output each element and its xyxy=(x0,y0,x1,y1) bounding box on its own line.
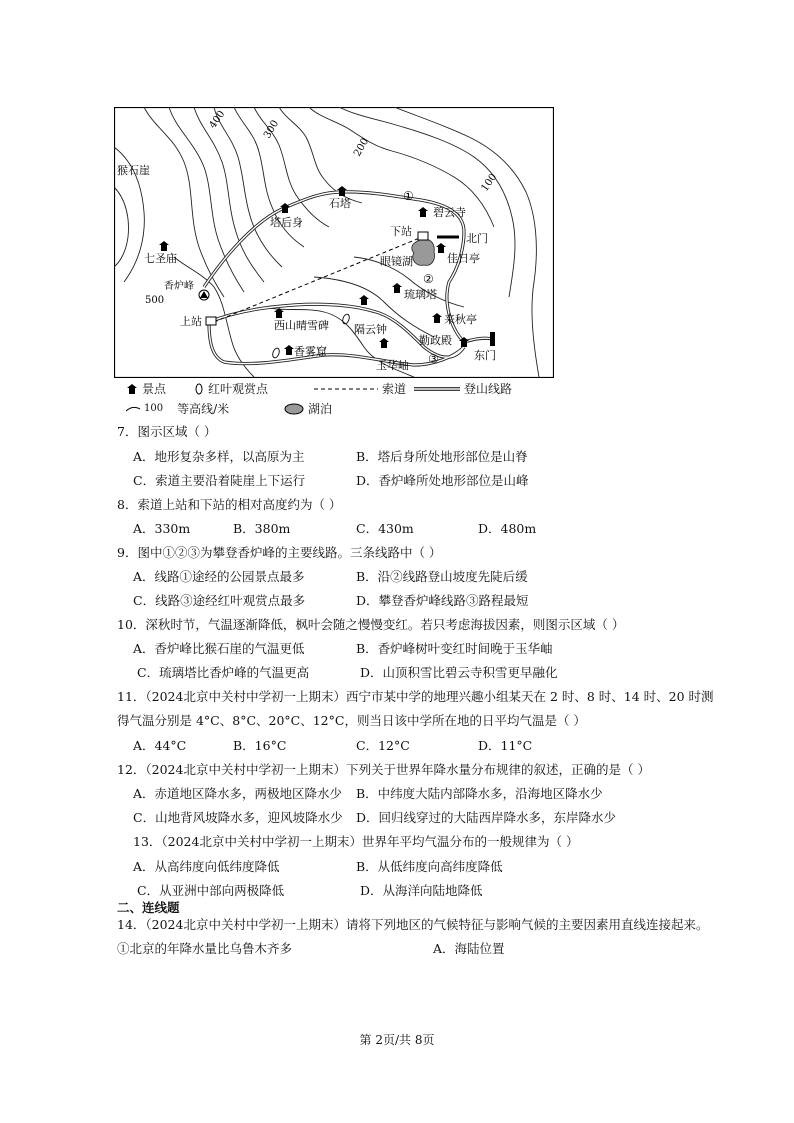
question-8-option-b: B．380m xyxy=(233,521,291,536)
red-leaf-icon xyxy=(194,383,204,395)
place-shangzhan: 上站 xyxy=(180,315,202,328)
legend-scenic: 景点 xyxy=(126,380,166,397)
place-geyunzhong: 隔云钟 xyxy=(354,323,387,336)
question-8-option-d: D．480m xyxy=(478,521,537,536)
place-liulita: 琉璃塔 xyxy=(404,288,437,301)
question-9-option-c: C．线路③途经红叶观赏点最多 xyxy=(133,593,306,608)
contour-label-200: 200 xyxy=(352,136,372,159)
question-7-option-b: B．塔后身所处地形部位是山脊 xyxy=(356,449,528,464)
place-yuhuaxiu: 玉华岫 xyxy=(376,359,409,372)
topographic-map xyxy=(114,107,554,378)
question-9-stem: 9．图中①②③为攀登香炉峰的主要线路。三条线路中（ ） xyxy=(117,545,442,560)
question-11-option-a: A．44°C xyxy=(133,738,187,753)
place-dongmen: 东门 xyxy=(474,349,496,362)
route-1-label: ① xyxy=(403,189,414,203)
contour-legend-line xyxy=(126,405,140,413)
question-8-option-c: C．430m xyxy=(356,521,414,536)
lower-station-marker xyxy=(418,232,428,240)
place-laiqiuting: 来秋亭 xyxy=(444,313,477,326)
lake-shape xyxy=(412,239,435,265)
route-3-label: ③ xyxy=(428,352,439,366)
legend-contour: 100 等高线/米 xyxy=(126,400,229,417)
place-housheyan: 猴石崖 xyxy=(117,164,150,177)
place-yanjinghu: 眼镜湖 xyxy=(380,255,413,268)
place-qishengmiao: 七圣庙 xyxy=(144,252,177,265)
question-11-stem-cont: 得气温分别是 4°C、8°C、20°C、12°C，则当日该中学所在地的日平均气温是（ ） xyxy=(117,713,586,728)
place-jiariting: 佳日亭 xyxy=(447,252,480,265)
question-7-stem: 7．图示区域（ ） xyxy=(117,424,217,439)
question-7-option-a: A．地形复杂多样，以高原为主 xyxy=(133,449,305,464)
place-beimen: 北门 xyxy=(466,232,488,245)
place-tahoushen: 塔后身 xyxy=(270,216,303,229)
question-13-stem: 13．（2024北京中关村中学初一上期末）世界年平均气温分布的一般规律为（ ） xyxy=(133,834,579,849)
question-8-option-a: A．330m xyxy=(133,521,191,536)
cableway-legend-line xyxy=(314,385,378,393)
question-13-option-c: C．从亚洲中部向两极降低 xyxy=(137,883,285,898)
question-12-option-d: D．回归线穿过的大陆西岸降水多，东岸降水少 xyxy=(356,810,617,825)
question-14-stem: 14．（2024北京中关村中学初一上期末）请将下列地区的气候特征与影响气候的主要因素用直线连接起来。 xyxy=(117,917,709,932)
question-12-option-b: B．中纬度大陆内部降水多，沿海地区降水少 xyxy=(356,786,603,801)
legend-trail: 登山线路 xyxy=(414,380,512,397)
question-8-stem: 8．索道上站和下站的相对高度约为（ ） xyxy=(117,497,342,512)
trail-legend-line xyxy=(414,385,460,393)
question-10-option-a: A．香炉峰比猴石崖的气温更低 xyxy=(133,641,305,656)
question-10-stem: 10．深秋时节，气温逐渐降低，枫叶会随之慢慢变红。若只考虑海拔因素，则图示区域（ ） xyxy=(117,617,625,632)
question-10-option-d: D．山顶积雪比碧云寺积雪更早融化 xyxy=(360,665,558,680)
section-heading: 二、连线题 xyxy=(117,900,180,915)
place-xiangwuku: 香雾窟 xyxy=(294,345,327,358)
place-xishanqingxuebei: 西山晴雪碑 xyxy=(274,319,329,332)
question-11-option-d: D．11°C xyxy=(478,738,533,753)
upper-station-marker xyxy=(206,317,216,325)
legend-lake: 湖泊 xyxy=(284,400,332,417)
question-7-option-c: C．索道主要沿着陡崖上下运行 xyxy=(133,473,306,488)
question-12-stem: 12．（2024北京中关村中学初一上期末）下列关于世界年降水量分布规律的叙述，正确的是（ ） xyxy=(117,762,650,777)
legend-cableway: 索道 xyxy=(314,380,406,397)
contour-label-400: 400 xyxy=(207,108,228,131)
question-11-option-b: B．16°C xyxy=(233,738,287,753)
question-9-option-d: D．攀登香炉峰线路③路程最短 xyxy=(356,593,529,608)
question-12-option-a: A．赤道地区降水多，两极地区降水少 xyxy=(133,786,343,801)
page-footer: 第 2页/共 8页 xyxy=(359,1033,435,1047)
question-10-option-c: C．琉璃塔比香炉峰的气温更高 xyxy=(137,665,310,680)
contour-label-300: 300 xyxy=(262,118,282,141)
question-14-right-item: A．海陆位置 xyxy=(433,941,505,956)
contour-label-500: 500 xyxy=(145,295,165,306)
question-13-option-b: B．从低纬度向高纬度降低 xyxy=(356,859,503,874)
place-xianglufeng: 香炉峰 xyxy=(164,281,194,292)
question-9-option-a: A．线路①途经的公园景点最多 xyxy=(133,569,305,584)
scenic-spot-icon xyxy=(126,383,138,395)
question-10-option-b: B．香炉峰树叶变红时间晚于玉华岫 xyxy=(356,641,553,656)
place-qinzhengdian: 勤政殿 xyxy=(419,334,452,347)
place-shita: 石塔 xyxy=(329,197,351,210)
place-biyunsi: 碧云寺 xyxy=(433,206,466,219)
question-14-left-item: ①北京的年降水量比乌鲁木齐多 xyxy=(117,941,293,956)
question-12-option-c: C．山地背风坡降水多，迎风坡降水少 xyxy=(133,810,343,825)
question-13-option-d: D．从海洋向陆地降低 xyxy=(360,883,483,898)
place-xiazhan: 下站 xyxy=(390,225,412,238)
question-7-option-d: D．香炉峰所处地形部位是山峰 xyxy=(356,473,529,488)
lake-icon xyxy=(284,403,304,415)
question-13-option-a: A．从高纬度向低纬度降低 xyxy=(133,859,280,874)
contour-label-100: 100 xyxy=(479,171,500,194)
map-legend xyxy=(124,380,564,416)
east-gate-marker xyxy=(490,332,495,346)
route-2-label: ② xyxy=(423,272,434,286)
question-11-stem: 11．（2024北京中关村中学初一上期末）西宁市某中学的地理兴趣小组某天在 2 时、8 时、14 时、20 时测 xyxy=(117,689,714,704)
question-11-option-c: C．12°C xyxy=(356,738,410,753)
legend-redleaf: 红叶观赏点 xyxy=(194,380,268,397)
question-9-option-b: B．沿②线路登山坡度先陡后缓 xyxy=(356,569,528,584)
